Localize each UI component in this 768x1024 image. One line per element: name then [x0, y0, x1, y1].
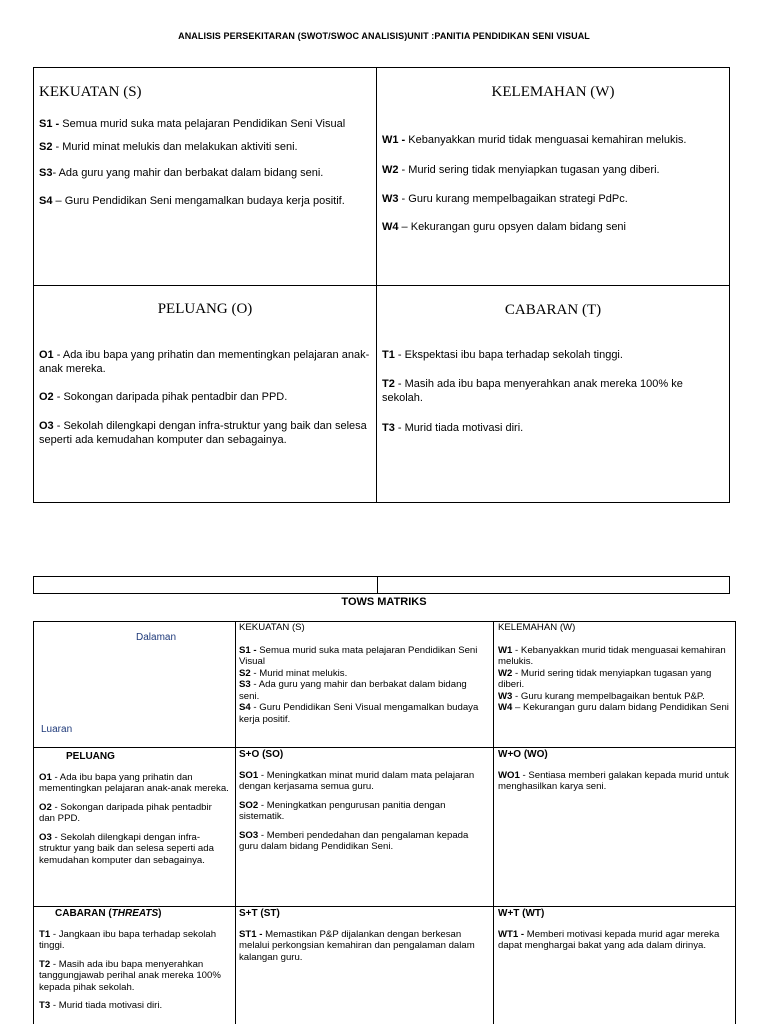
- strength-item: S1 - Semua murid suka mata pelajaran Pendidikan Seni Visual: [39, 118, 346, 130]
- tows-threat-item: T2 - Masih ada ibu bapa menyerahkan tanggungjawab perihal anak mereka 100% kepada pihak sekolah.: [39, 958, 221, 993]
- so-item: SO1 - Meningkatkan minat murid dalam mata pelajaran dengan kerjasama semua guru.: [239, 769, 475, 792]
- tows-weakness-item: W3 - Guru kurang mempelbagaikan bentuk P&P.: [498, 690, 705, 702]
- weakness-item: W1 - Kebanyakkan murid tidak menguasai kemahiran melukis.: [382, 134, 687, 146]
- tows-strength-item: S1 - Semua murid suka mata pelajaran Pendidikan Seni Visual: [239, 644, 478, 667]
- luaran-label: Luaran: [41, 724, 73, 735]
- weakness-item: W4 – Kekurangan guru opsyen dalam bidang seni: [382, 221, 626, 233]
- strength-item: S3- Ada guru yang mahir dan berbakat dalam bidang seni.: [39, 167, 324, 179]
- wt-heading: W+T (WT): [498, 908, 545, 919]
- weakness-item: W2 - Murid sering tidak menyiapkan tugasan yang diberi.: [382, 164, 660, 176]
- threats-heading: CABARAN (T): [504, 302, 602, 318]
- tows-strengths-heading: KEKUATAN (S): [239, 622, 305, 633]
- tows-threats-heading: CABARAN (THREATS): [55, 908, 162, 919]
- st-cell: [239, 908, 489, 963]
- tows-title: TOWS MATRIKS: [341, 596, 427, 608]
- row-divider: [34, 747, 735, 748]
- tows-threats-cell: [39, 908, 230, 1012]
- row-divider: [34, 906, 735, 907]
- table-divider: [377, 577, 378, 593]
- tows-weaknesses-cell: [498, 622, 730, 714]
- tows-weakness-item: W4 – Kekurangan guru dalam bidang Pendidikan Seni: [498, 702, 729, 713]
- wt-item: WT1 - Memberi motivasi kepada murid agar mereka dapat menghargai bakat yang ada dalam dirinya.: [498, 928, 720, 951]
- opportunities-cell: [34, 286, 377, 502]
- strengths-cell: [34, 68, 377, 286]
- column-divider: [493, 622, 494, 1024]
- so-cell: [239, 749, 489, 853]
- tows-strength-item: S4 - Guru Pendidikan Seni Visual mengamalkan budaya kerja positif.: [239, 702, 479, 725]
- wt-cell: [498, 908, 732, 952]
- threats-cell: [377, 286, 729, 502]
- weakness-item: W3 - Guru kurang mempelbagaikan strategi PdPc.: [382, 193, 628, 205]
- tows-threat-item: T1 - Jangkaan ibu bapa terhadap sekolah tinggi.: [39, 928, 217, 951]
- so-item: SO3 - Memberi pendedahan dan pengalaman kepada guru dalam bidang Pendidikan Seni.: [239, 829, 469, 852]
- tows-weaknesses-heading: KELEMAHAN (W): [498, 622, 576, 633]
- dalaman-label: Dalaman: [136, 632, 177, 643]
- strength-item: S4 – Guru Pendidikan Seni mengamalkan budaya kerja positif.: [39, 195, 345, 207]
- tows-strengths-cell: [239, 622, 487, 725]
- so-item: SO2 - Meningkatkan pengurusan panitia dengan sistematik.: [239, 799, 446, 822]
- wo-heading: W+O (WO): [498, 749, 548, 760]
- tows-strength-item: S2 - Murid minat melukis.: [239, 667, 348, 679]
- tows-opportunity-item: O3 - Sekolah dilengkapi dengan infra-struktur yang baik dan selesa seperti ada kemudahan komputer dan sebagainya.: [39, 831, 214, 866]
- tows-opportunities-cell: [39, 751, 230, 866]
- weaknesses-cell: [377, 68, 729, 286]
- empty-table-row: [33, 576, 730, 594]
- threat-item: T2 - Masih ada ibu bapa menyerahkan anak mereka 100% ke sekolah.: [382, 378, 683, 404]
- column-divider: [235, 622, 236, 1024]
- opportunities-heading: PELUANG (O): [157, 301, 253, 317]
- document-title: ANALISIS PERSEKITARAN (SWOT/SWOC ANALISIS)UNIT :PANITIA PENDIDIKAN SENI VISUAL: [178, 31, 590, 41]
- threat-item: T3 - Murid tiada motivasi diri.: [382, 422, 524, 434]
- tows-matrix: [33, 621, 736, 1024]
- st-item: ST1 - Memastikan P&P dijalankan dengan berkesan melalui perkongsian kemahiran dan pengalaman dalam kalangan guru.: [239, 928, 475, 963]
- tows-opportunity-item: O1 - Ada ibu bapa yang prihatin dan mementingkan pelajaran anak-anak mereka.: [39, 771, 229, 794]
- tows-opportunities-heading: PELUANG: [66, 751, 115, 762]
- tows-weakness-item: W2 - Murid sering tidak menyiapkan tugasan yang diberi.: [498, 667, 712, 690]
- weaknesses-heading: KELEMAHAN (W): [491, 84, 615, 100]
- tows-threat-item: T3 - Murid tiada motivasi diri.: [39, 1000, 163, 1011]
- tows-weakness-item: W1 - Kebanyakkan murid tidak menguasai kemahiran melukis.: [498, 644, 726, 667]
- opportunity-item: O2 - Sokongan daripada pihak pentadbir dan PPD.: [39, 391, 288, 403]
- opportunity-item: O3 - Sekolah dilengkapi dengan infra-struktur yang baik dan selesa seperti ada kemudahan komputer dan sebagainya.: [39, 420, 367, 446]
- wo-cell: [498, 749, 732, 793]
- swot-table: [33, 67, 730, 503]
- strength-item: S2 - Murid minat melukis dan melakukan aktiviti seni.: [39, 141, 298, 153]
- opportunity-item: O1 - Ada ibu bapa yang prihatin dan mementingkan pelajaran anak-anak mereka.: [39, 349, 370, 375]
- tows-strength-item: S3 - Ada guru yang mahir dan berbakat dalam bidang seni.: [239, 679, 467, 702]
- tows-opportunity-item: O2 - Sokongan daripada pihak pentadbir dan PPD.: [39, 801, 212, 824]
- strengths-heading: KEKUATAN (S): [39, 84, 142, 100]
- so-heading: S+O (SO): [239, 749, 284, 760]
- threat-item: T1 - Ekspektasi ibu bapa terhadap sekolah tinggi.: [382, 349, 623, 361]
- st-heading: S+T (ST): [239, 908, 280, 919]
- wo-item: WO1 - Sentiasa memberi galakan kepada murid untuk menghasilkan karya seni.: [498, 769, 729, 792]
